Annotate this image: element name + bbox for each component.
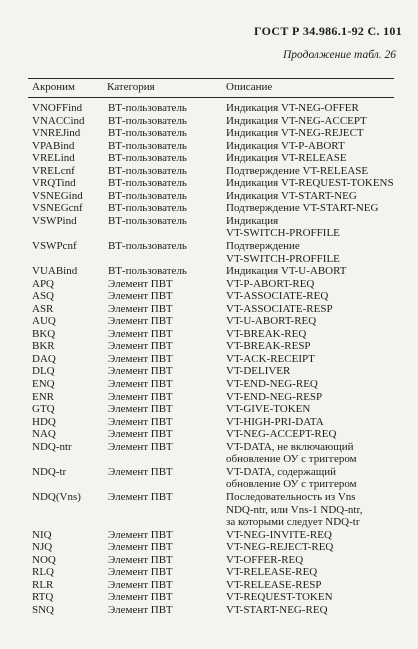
table-row bbox=[0, 152, 418, 165]
table-row bbox=[0, 303, 418, 316]
column-header-acronym: Акроним bbox=[32, 81, 76, 93]
acronym-cell: DLQ bbox=[32, 365, 55, 378]
category-cell: ВТ-пользователь bbox=[108, 127, 187, 140]
description-line: Индикация VT-REQUEST-TOKENS bbox=[226, 177, 394, 190]
category-cell: Элемент ПВТ bbox=[108, 365, 173, 378]
table-row bbox=[0, 441, 418, 466]
description-line: Индикация VT-START-NEG bbox=[226, 189, 357, 202]
category-cell: ВТ-пользователь bbox=[108, 102, 187, 114]
description-line: VT-END-NEG-REQ bbox=[226, 378, 318, 391]
description-line: VT-P-ABORT-REQ bbox=[226, 277, 315, 290]
description-line: Индикация VT-U-ABORT bbox=[226, 265, 347, 278]
description-cell bbox=[226, 365, 290, 378]
category-cell: ВТ-пользователь bbox=[108, 202, 187, 215]
description-line: VT-RELEASE-RESP bbox=[226, 578, 322, 591]
table-continuation-label: Продолжение табл. 26 bbox=[283, 49, 396, 61]
acronym-cell: DAQ bbox=[32, 352, 56, 365]
description-cell bbox=[226, 340, 311, 353]
description-line: Подтверждение bbox=[226, 240, 300, 253]
category-cell: Элемент ПВТ bbox=[108, 541, 173, 554]
acronym-cell: ASR bbox=[32, 302, 54, 315]
table-row bbox=[0, 215, 418, 240]
description-cell bbox=[226, 140, 345, 153]
category-cell: Элемент ПВТ bbox=[108, 415, 173, 428]
table-row bbox=[0, 579, 418, 592]
table-row bbox=[0, 202, 418, 215]
acronym-cell: BKQ bbox=[32, 327, 56, 340]
table-row bbox=[0, 290, 418, 303]
table-row bbox=[0, 541, 418, 554]
column-header-category: Категория bbox=[107, 81, 155, 93]
description-line: VT-END-NEG-RESP bbox=[226, 390, 323, 403]
category-cell: Элемент ПВТ bbox=[108, 403, 173, 416]
table-row bbox=[0, 554, 418, 567]
table-row bbox=[0, 165, 418, 178]
description-cell bbox=[226, 202, 378, 215]
category-cell: ВТ-пользователь bbox=[108, 240, 187, 253]
acronym-cell: ASQ bbox=[32, 290, 55, 303]
table-header-rule bbox=[28, 97, 394, 98]
description-line: Подтверждение VT-RELEASE bbox=[226, 164, 369, 177]
description-line: VT-REQUEST-TOKEN bbox=[226, 591, 333, 604]
table-row bbox=[0, 278, 418, 291]
table-row bbox=[0, 353, 418, 366]
description-cell bbox=[226, 215, 340, 240]
table-row bbox=[0, 391, 418, 404]
acronym-cell: VNACCind bbox=[32, 114, 85, 127]
description-cell bbox=[226, 591, 333, 604]
acronym-cell: VPABind bbox=[32, 139, 75, 152]
description-line: VT-SWITCH-PROFFILE bbox=[226, 252, 340, 265]
table-row bbox=[0, 115, 418, 128]
acronym-cell: VSWPind bbox=[32, 214, 77, 227]
table-row bbox=[0, 190, 418, 203]
table-row bbox=[0, 378, 418, 391]
description-line: VT-U-ABORT-REQ bbox=[226, 315, 317, 328]
description-line: VT-BREAK-RESP bbox=[226, 340, 311, 353]
description-cell bbox=[226, 491, 362, 529]
acronym-cell: GTQ bbox=[32, 403, 55, 416]
category-cell: Элемент ПВТ bbox=[108, 553, 173, 566]
column-header-description: Описание bbox=[226, 81, 273, 93]
description-cell bbox=[226, 290, 328, 303]
table-row bbox=[0, 591, 418, 604]
category-cell: Элемент ПВТ bbox=[108, 352, 173, 365]
description-cell bbox=[226, 102, 359, 115]
description-line: Индикация VT-NEG-REJECT bbox=[226, 127, 364, 140]
page-header: ГОСТ Р 34.986.1-92 С. 101 bbox=[254, 24, 402, 38]
category-cell: ВТ-пользователь bbox=[108, 189, 187, 202]
acronym-cell: VRQTind bbox=[32, 177, 76, 190]
acronym-cell: ENQ bbox=[32, 378, 55, 391]
category-cell: Элемент ПВТ bbox=[108, 302, 173, 315]
description-line: VT-NEG-ACCEPT-REQ bbox=[226, 428, 337, 441]
description-cell bbox=[226, 177, 394, 190]
description-line: VT-ACK-RECEIPT bbox=[226, 352, 315, 365]
description-cell bbox=[226, 165, 368, 178]
acronym-cell: VRELcnf bbox=[32, 164, 75, 177]
description-cell bbox=[226, 328, 306, 341]
description-cell bbox=[226, 240, 340, 265]
description-line: VT-OFFER-REQ bbox=[226, 553, 304, 566]
table-row bbox=[0, 604, 418, 617]
table-row bbox=[0, 140, 418, 153]
description-line: VT-NEG-INVITE-REQ bbox=[226, 528, 332, 541]
acronym-cell: VUABind bbox=[32, 265, 78, 278]
description-cell bbox=[226, 579, 322, 592]
category-cell: Элемент ПВТ bbox=[108, 378, 173, 391]
table-row bbox=[0, 466, 418, 491]
description-cell bbox=[226, 428, 336, 441]
acronym-cell: APQ bbox=[32, 277, 55, 290]
description-line: Последовательность из Vns bbox=[226, 490, 356, 503]
acronym-cell: RLR bbox=[32, 578, 54, 591]
category-cell: Элемент ПВТ bbox=[108, 277, 173, 290]
category-cell: Элемент ПВТ bbox=[108, 428, 173, 441]
acronym-cell: VSWPcnf bbox=[32, 240, 77, 253]
description-cell bbox=[226, 152, 347, 165]
description-line: VT-SWITCH-PROFFILE bbox=[226, 227, 340, 240]
table-row bbox=[0, 365, 418, 378]
acronym-cell: NDQ-ntr bbox=[32, 440, 72, 453]
category-cell: Элемент ПВТ bbox=[108, 315, 173, 328]
acronym-cell: ENR bbox=[32, 390, 54, 403]
category-cell: Элемент ПВТ bbox=[108, 578, 173, 591]
description-cell bbox=[226, 604, 328, 617]
acronym-cell: NOQ bbox=[32, 553, 56, 566]
description-line: VT-ASSOCIATE-REQ bbox=[226, 290, 329, 303]
description-cell bbox=[226, 466, 357, 491]
description-cell bbox=[226, 441, 357, 466]
category-cell: ВТ-пользователь bbox=[108, 152, 187, 165]
acronym-cell: NAQ bbox=[32, 428, 56, 441]
acronym-cell: NJQ bbox=[32, 541, 53, 554]
category-cell: Элемент ПВТ bbox=[108, 591, 173, 604]
description-line: Индикация VT-NEG-ACCEPT bbox=[226, 114, 367, 127]
description-cell bbox=[226, 265, 347, 278]
table-row bbox=[0, 529, 418, 542]
table-row bbox=[0, 265, 418, 278]
description-cell bbox=[226, 566, 317, 579]
category-cell: Элемент ПВТ bbox=[108, 465, 173, 478]
description-line: VT-HIGH-PRI-DATA bbox=[226, 415, 324, 428]
description-line: VT-GIVE-TOKEN bbox=[226, 403, 311, 416]
description-line: VT-NEG-REJECT-REQ bbox=[226, 541, 334, 554]
description-cell bbox=[226, 529, 332, 542]
description-line: VT-START-NEG-REQ bbox=[226, 603, 328, 616]
description-line: за которыми следует NDQ-tr bbox=[226, 516, 360, 529]
acronym-cell: NDQ-tr bbox=[32, 465, 67, 478]
category-cell: ВТ-пользователь bbox=[108, 265, 187, 278]
description-cell bbox=[226, 416, 324, 429]
table-row bbox=[0, 403, 418, 416]
acronym-cell: VSNEGcnf bbox=[32, 202, 83, 215]
acronym-cell: VNOFFind bbox=[32, 102, 83, 114]
table-row bbox=[0, 416, 418, 429]
description-line: Индикация bbox=[226, 214, 279, 227]
acronym-cell: HDQ bbox=[32, 415, 56, 428]
table-row bbox=[0, 177, 418, 190]
category-cell: Элемент ПВТ bbox=[108, 566, 173, 579]
description-cell bbox=[226, 378, 318, 391]
acronym-cell: VNREJind bbox=[32, 127, 81, 140]
description-cell bbox=[226, 127, 364, 140]
table-row bbox=[0, 428, 418, 441]
description-cell bbox=[226, 278, 314, 291]
table-row bbox=[0, 240, 418, 265]
table-row bbox=[0, 340, 418, 353]
category-cell: Элемент ПВТ bbox=[108, 603, 173, 616]
description-line: VT-DATA, не включающий bbox=[226, 440, 354, 453]
description-cell bbox=[226, 353, 315, 366]
acronym-cell: SNQ bbox=[32, 603, 55, 616]
acronym-cell: VRELind bbox=[32, 152, 75, 165]
category-cell: Элемент ПВТ bbox=[108, 290, 173, 303]
description-line: VT-RELEASE-REQ bbox=[226, 566, 318, 579]
category-cell: Элемент ПВТ bbox=[108, 490, 173, 503]
acronym-cell: NIQ bbox=[32, 528, 52, 541]
description-line: VT-ASSOCIATE-RESP bbox=[226, 302, 333, 315]
description-cell bbox=[226, 115, 367, 128]
category-cell: ВТ-пользователь bbox=[108, 177, 187, 190]
category-cell: Элемент ПВТ bbox=[108, 440, 173, 453]
table-body bbox=[0, 102, 418, 616]
description-line: Индикация VT-P-ABORT bbox=[226, 139, 345, 152]
category-cell: Элемент ПВТ bbox=[108, 327, 173, 340]
table-row bbox=[0, 491, 418, 529]
category-cell: ВТ-пользователь bbox=[108, 139, 187, 152]
table-top-rule bbox=[28, 78, 394, 79]
description-cell bbox=[226, 403, 310, 416]
description-line: Индикация VT-RELEASE bbox=[226, 152, 347, 165]
category-cell: Элемент ПВТ bbox=[108, 340, 173, 353]
acronym-cell: BKR bbox=[32, 340, 55, 353]
description-cell bbox=[226, 541, 333, 554]
description-line: VT-DELIVER bbox=[226, 365, 291, 378]
description-cell bbox=[226, 190, 357, 203]
description-line: VT-BREAK-REQ bbox=[226, 327, 307, 340]
description-cell bbox=[226, 315, 316, 328]
acronym-cell: AUQ bbox=[32, 315, 56, 328]
acronym-cell: RTQ bbox=[32, 591, 54, 604]
description-line: обновление ОУ с триггером bbox=[226, 453, 357, 466]
description-line: Индикация VT-NEG-OFFER bbox=[226, 102, 359, 114]
category-cell: ВТ-пользователь bbox=[108, 164, 187, 177]
description-cell bbox=[226, 554, 303, 567]
category-cell: ВТ-пользователь bbox=[108, 214, 187, 227]
description-line: обновление ОУ с триггером bbox=[226, 478, 357, 491]
acronym-cell: NDQ(Vns) bbox=[32, 490, 81, 503]
table-row bbox=[0, 315, 418, 328]
table-row bbox=[0, 566, 418, 579]
category-cell: Элемент ПВТ bbox=[108, 390, 173, 403]
description-line: VT-DATA, содержащий bbox=[226, 465, 337, 478]
table-row bbox=[0, 102, 418, 115]
table-row bbox=[0, 328, 418, 341]
category-cell: ВТ-пользователь bbox=[108, 114, 187, 127]
description-line: NDQ-ntr, или Vns-1 NDQ-ntr, bbox=[226, 503, 363, 516]
category-cell: Элемент ПВТ bbox=[108, 528, 173, 541]
acronym-cell: RLQ bbox=[32, 566, 54, 579]
acronym-cell: VSNEGind bbox=[32, 189, 83, 202]
description-cell bbox=[226, 303, 333, 316]
table-row bbox=[0, 127, 418, 140]
description-line: Подтверждение VT-START-NEG bbox=[226, 202, 379, 215]
description-cell bbox=[226, 391, 322, 404]
